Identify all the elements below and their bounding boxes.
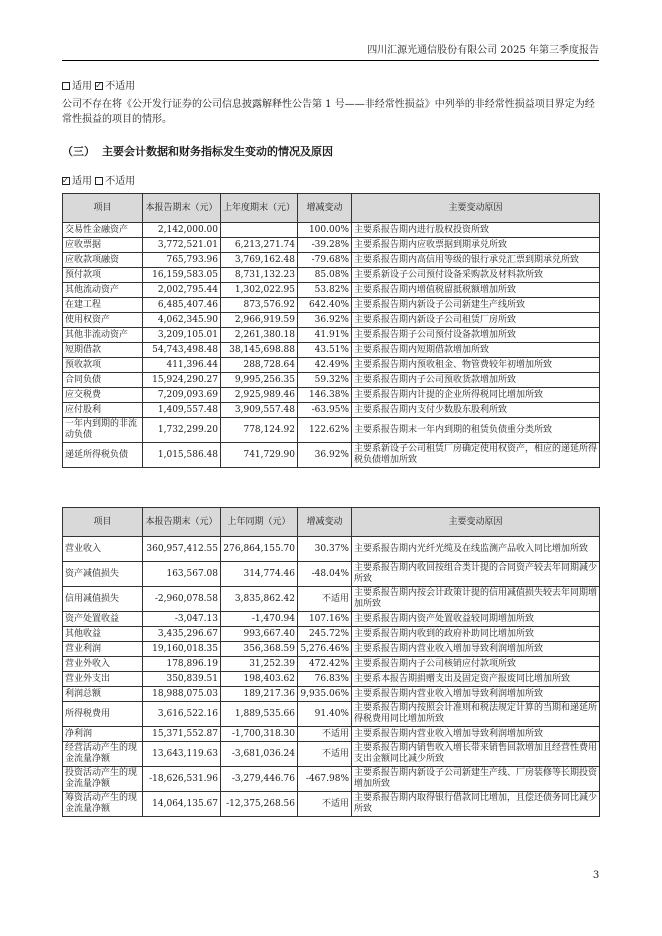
- reason-cell: 主要系报告期内子公司预收货款增加所致: [352, 373, 600, 388]
- table-row: [63, 223, 600, 238]
- header-comparison: 上年同期（元）: [221, 508, 298, 537]
- table-row: [63, 627, 600, 642]
- current-period-cell: 411,396.44: [143, 358, 221, 373]
- comparison-cell: 741,729.90: [221, 443, 298, 468]
- reason-cell: 主要系报告期内按照会计准则和税法规定计算的当期和递延所得税费用同比增加所致: [352, 702, 600, 727]
- checkbox-not-applicable-checked[interactable]: [95, 82, 103, 90]
- reason-cell: 主要系新设子公司租赁厂房确定使用权资产，相应的递延所得税负债增加所致: [352, 443, 600, 468]
- item-cell: 其他流动资产: [63, 283, 143, 298]
- current-period-cell: 360,957,412.55: [143, 537, 221, 562]
- item-cell: 预收款项: [63, 358, 143, 373]
- reason-cell: 主要系报告期内收回按组合类计提的合同资产较去年同期减少所致: [352, 562, 600, 587]
- reason-cell: 主要系报告期内子公司核销应付款项所致: [352, 657, 600, 672]
- table-row: [63, 672, 600, 687]
- checkbox-not-applicable[interactable]: [95, 177, 103, 185]
- reason-cell: 主要系报告期内进行股权投资所致: [352, 223, 600, 238]
- current-period-cell: 16,159,583.05: [143, 268, 221, 283]
- table-row: [63, 742, 600, 767]
- change-cell: 5,276.46%: [298, 642, 352, 657]
- current-period-cell: 7,209,093.69: [143, 388, 221, 403]
- header-comparison: 上年度期末（元）: [221, 194, 298, 223]
- section-heading: [62, 145, 333, 159]
- item-cell: 应收款项融资: [63, 253, 143, 268]
- current-period-cell: 2,142,000.00: [143, 223, 221, 238]
- current-period-cell: 1,732,299.20: [143, 418, 221, 443]
- comparison-cell: 2,925,989.46: [221, 388, 298, 403]
- table-row: [63, 642, 600, 657]
- reason-cell: 主要系报告期内按会计政策计提的信用减值损失较去年同期增加所致: [352, 587, 600, 612]
- table-row: [63, 343, 600, 358]
- reason-cell: 主要系报告期内增值税留抵税额增加所致: [352, 283, 600, 298]
- item-cell: 递延所得税负债: [63, 443, 143, 468]
- change-cell: 245.72%: [298, 627, 352, 642]
- comparison-cell: 189,217.36: [221, 687, 298, 702]
- reason-cell: 主要系报告期内资产处置收益较同期增加所致: [352, 612, 600, 627]
- header-item: 项目: [63, 194, 143, 223]
- current-period-cell: 1,409,557.48: [143, 403, 221, 418]
- item-cell: 投资活动产生的现金流量净额: [63, 767, 143, 792]
- label-applicable: 适用: [72, 176, 92, 187]
- item-cell: 营业收入: [63, 537, 143, 562]
- checkbox-applicable-checked[interactable]: [62, 177, 70, 185]
- current-period-cell: 14,064,135.67: [143, 792, 221, 817]
- page-header: [62, 44, 599, 61]
- comparison-cell: 3,769,162.48: [221, 253, 298, 268]
- current-period-cell: 1,015,586.48: [143, 443, 221, 468]
- item-cell: 筹资活动产生的现金流量净额: [63, 792, 143, 817]
- item-cell: 净利润: [63, 727, 143, 742]
- comparison-cell: 2,966,919.59: [221, 313, 298, 328]
- reason-cell: 主要系报告期内新设子公司新建生产线所致: [352, 298, 600, 313]
- change-cell: 不适用: [298, 792, 352, 817]
- change-cell: 36.92%: [298, 443, 352, 468]
- comparison-cell: [221, 223, 298, 238]
- reason-cell: 主要系报告期内营业收入增加导致利润增加所致: [352, 687, 600, 702]
- current-period-cell: 4,062,345.90: [143, 313, 221, 328]
- table-row: [63, 313, 600, 328]
- item-cell: 其他非流动资产: [63, 328, 143, 343]
- current-period-cell: 3,209,105.01: [143, 328, 221, 343]
- reason-cell: 主要系本报告期捐赠支出及固定资产报废同比增加所致: [352, 672, 600, 687]
- item-cell: 预付款项: [63, 268, 143, 283]
- reason-cell: 主要系报告期内新设子公司新建生产线、厂房装修等长期投资增加所致: [352, 767, 600, 792]
- table-row: [63, 727, 600, 742]
- header-reason: 主要变动原因: [352, 508, 600, 537]
- item-cell: 应付股利: [63, 403, 143, 418]
- comparison-cell: 31,252.39: [221, 657, 298, 672]
- reason-cell: 主要系报告期内新设子公司租赁厂房所致: [352, 313, 600, 328]
- item-cell: 营业利润: [63, 642, 143, 657]
- comparison-cell: 38,145,698.88: [221, 343, 298, 358]
- table-row: [63, 418, 600, 443]
- change-cell: 100.00%: [298, 223, 352, 238]
- table-row: [63, 792, 600, 817]
- comparison-cell: -12,375,268.56: [221, 792, 298, 817]
- comparison-cell: -1,700,318.30: [221, 727, 298, 742]
- comparison-cell: -3,681,036.24: [221, 742, 298, 767]
- changes-checkbox-group: [62, 175, 135, 189]
- comparison-cell: 198,403.62: [221, 672, 298, 687]
- table-row: [63, 562, 600, 587]
- reason-cell: 主要系报告期内收到的政府补助同比增加所致: [352, 627, 600, 642]
- checkbox-applicable[interactable]: [62, 82, 70, 90]
- current-period-cell: 15,924,290.27: [143, 373, 221, 388]
- item-cell: 其他收益: [63, 627, 143, 642]
- current-period-cell: -3,047.13: [143, 612, 221, 627]
- reason-cell: 主要系报告期内预收租金、物管费较年初增加所致: [352, 358, 600, 373]
- label-not-applicable: 不适用: [105, 176, 136, 187]
- table-row: [63, 388, 600, 403]
- change-cell: 76.83%: [298, 672, 352, 687]
- current-period-cell: 18,988,075.03: [143, 687, 221, 702]
- change-cell: 不适用: [298, 727, 352, 742]
- comparison-cell: 1,889,535.66: [221, 702, 298, 727]
- reason-cell: 主要系报告期内取得银行借款同比增加，且偿还债务同比减少所致: [352, 792, 600, 817]
- comparison-cell: 356,368.59: [221, 642, 298, 657]
- change-cell: 107.16%: [298, 612, 352, 627]
- reason-cell: 主要系报告期内短期借款增加所致: [352, 343, 600, 358]
- table-row: [63, 767, 600, 792]
- change-cell: 59.32%: [298, 373, 352, 388]
- table-row: [63, 268, 600, 283]
- table-row: [63, 403, 600, 418]
- table-row: [63, 298, 600, 313]
- balance-sheet-changes-table: [62, 193, 600, 468]
- comparison-cell: 3,909,557.48: [221, 403, 298, 418]
- change-cell: 30.37%: [298, 537, 352, 562]
- table-row: [63, 587, 600, 612]
- item-cell: 短期借款: [63, 343, 143, 358]
- item-cell: 营业外支出: [63, 672, 143, 687]
- reason-cell: 主要系报告期内销售收入增长带来销售回款增加且经营性费用支出金额同比减少所致: [352, 742, 600, 767]
- table-row: [63, 283, 600, 298]
- change-cell: 不适用: [298, 742, 352, 767]
- comparison-cell: 778,124.92: [221, 418, 298, 443]
- current-period-cell: 3,435,296.67: [143, 627, 221, 642]
- current-period-cell: -2,960,078.58: [143, 587, 221, 612]
- table-row: [63, 238, 600, 253]
- change-cell: -63.95%: [298, 403, 352, 418]
- comparison-cell: -3,279,446.76: [221, 767, 298, 792]
- table-row: [63, 612, 600, 627]
- current-period-cell: 15,371,552.87: [143, 727, 221, 742]
- change-cell: 91.40%: [298, 702, 352, 727]
- comparison-cell: -1,470.94: [221, 612, 298, 627]
- change-cell: 122.62%: [298, 418, 352, 443]
- comparison-cell: 1,302,022.95: [221, 283, 298, 298]
- section-title: 主要会计数据和财务指标发生变动的情况及原因: [102, 145, 333, 158]
- reason-cell: 主要系报告期内应收票据到期承兑所致: [352, 238, 600, 253]
- item-cell: 应收票据: [63, 238, 143, 253]
- reason-cell: 主要系报告期内营业收入增加导致利润增加所致: [352, 727, 600, 742]
- reason-cell: 主要系报告期内支付少数股东股利所致: [352, 403, 600, 418]
- current-period-cell: 3,772,521.01: [143, 238, 221, 253]
- current-period-cell: 13,643,119.63: [143, 742, 221, 767]
- item-cell: 信用减值损失: [63, 587, 143, 612]
- table-row: [63, 358, 600, 373]
- label-not-applicable: 不适用: [105, 81, 136, 92]
- current-period-cell: 163,567.08: [143, 562, 221, 587]
- change-cell: 642.40%: [298, 298, 352, 313]
- change-cell: -48.04%: [298, 562, 352, 587]
- item-cell: 利润总额: [63, 687, 143, 702]
- current-period-cell: 178,896.19: [143, 657, 221, 672]
- item-cell: 在建工程: [63, 298, 143, 313]
- change-cell: 不适用: [298, 587, 352, 612]
- item-cell: 交易性金融资产: [63, 223, 143, 238]
- comparison-cell: 276,864,155.70: [221, 537, 298, 562]
- change-cell: -39.28%: [298, 238, 352, 253]
- table-row: [63, 702, 600, 727]
- current-period-cell: 54,743,498.48: [143, 343, 221, 358]
- comparison-cell: 288,728.64: [221, 358, 298, 373]
- section-number: （三）: [62, 145, 95, 158]
- reason-cell: 主要系报告期末一年内到期的租赁负债重分类所致: [352, 418, 600, 443]
- table-row: [63, 537, 600, 562]
- current-period-cell: 19,160,018.35: [143, 642, 221, 657]
- reason-cell: 主要系新设子公司预付设备采购款及材料款所致: [352, 268, 600, 283]
- reason-cell: 主要系报告期内计提的企业所得税同比增加所致: [352, 388, 600, 403]
- change-cell: 53.82%: [298, 283, 352, 298]
- item-cell: 经营活动产生的现金流量净额: [63, 742, 143, 767]
- change-cell: 42.49%: [298, 358, 352, 373]
- reason-cell: 主要系报告期内高信用等级的银行承兑汇票到期承兑所致: [352, 253, 600, 268]
- change-cell: 85.08%: [298, 268, 352, 283]
- current-period-cell: 6,485,407.46: [143, 298, 221, 313]
- change-cell: -467.98%: [298, 767, 352, 792]
- table-header-row: [63, 194, 600, 223]
- header-reason: 主要变动原因: [352, 194, 600, 223]
- header-current: 本报告期末（元）: [143, 194, 221, 223]
- nonrecurring-statement: 公司不存在将《公开发行证券的公司信息披露解释性公告第 1 号——非经常性损益》中列举的非经常性损益项目界定为经常性损益的项目的情形。: [62, 99, 595, 125]
- comparison-cell: 993,667.40: [221, 627, 298, 642]
- change-cell: 36.92%: [298, 313, 352, 328]
- table-header-row: [63, 508, 600, 537]
- comparison-cell: 2,261,380.18: [221, 328, 298, 343]
- reason-cell: 主要系报告期子公司预付设备款增加所致: [352, 328, 600, 343]
- comparison-cell: 6,213,271.74: [221, 238, 298, 253]
- item-cell: 营业外收入: [63, 657, 143, 672]
- table-row: [63, 373, 600, 388]
- current-period-cell: 350,839.51: [143, 672, 221, 687]
- current-period-cell: 3,616,522.16: [143, 702, 221, 727]
- item-cell: 合同负债: [63, 373, 143, 388]
- change-cell: 472.42%: [298, 657, 352, 672]
- table-row: [63, 687, 600, 702]
- nonrecurring-checkbox-group: [62, 80, 135, 94]
- header-current: 本报告期末（元）: [143, 508, 221, 537]
- income-cashflow-changes-table: [62, 507, 600, 817]
- current-period-cell: -18,626,531.96: [143, 767, 221, 792]
- page-number: 3: [592, 870, 600, 881]
- change-cell: 9,935.06%: [298, 687, 352, 702]
- comparison-cell: 8,731,132.23: [221, 268, 298, 283]
- header-change: 增减变动: [298, 508, 352, 537]
- table-row: [63, 657, 600, 672]
- change-cell: -79.68%: [298, 253, 352, 268]
- item-cell: 一年内到期的非流动负债: [63, 418, 143, 443]
- comparison-cell: 3,835,862.42: [221, 587, 298, 612]
- item-cell: 所得税费用: [63, 702, 143, 727]
- table-row: [63, 328, 600, 343]
- item-cell: 应交税费: [63, 388, 143, 403]
- comparison-cell: 873,576.92: [221, 298, 298, 313]
- reason-cell: 主要系报告期内光纤光缆及在线监测产品收入同比增加所致: [352, 537, 600, 562]
- comparison-cell: 9,995,256.35: [221, 373, 298, 388]
- reason-cell: 主要系报告期内营业收入增加导致利润增加所致: [352, 642, 600, 657]
- table-row: [63, 253, 600, 268]
- change-cell: 43.51%: [298, 343, 352, 358]
- report-title: 四川汇源光通信股份有限公司 2025 年第三季度报告: [367, 45, 599, 56]
- item-cell: 资产处置收益: [63, 612, 143, 627]
- current-period-cell: 2,002,795.44: [143, 283, 221, 298]
- change-cell: 146.38%: [298, 388, 352, 403]
- header-item: 项目: [63, 508, 143, 537]
- table-row: [63, 443, 600, 468]
- change-cell: 41.91%: [298, 328, 352, 343]
- comparison-cell: 314,774.46: [221, 562, 298, 587]
- label-applicable: 适用: [72, 81, 92, 92]
- header-change: 增减变动: [298, 194, 352, 223]
- current-period-cell: 765,793.96: [143, 253, 221, 268]
- item-cell: 资产减值损失: [63, 562, 143, 587]
- item-cell: 使用权资产: [63, 313, 143, 328]
